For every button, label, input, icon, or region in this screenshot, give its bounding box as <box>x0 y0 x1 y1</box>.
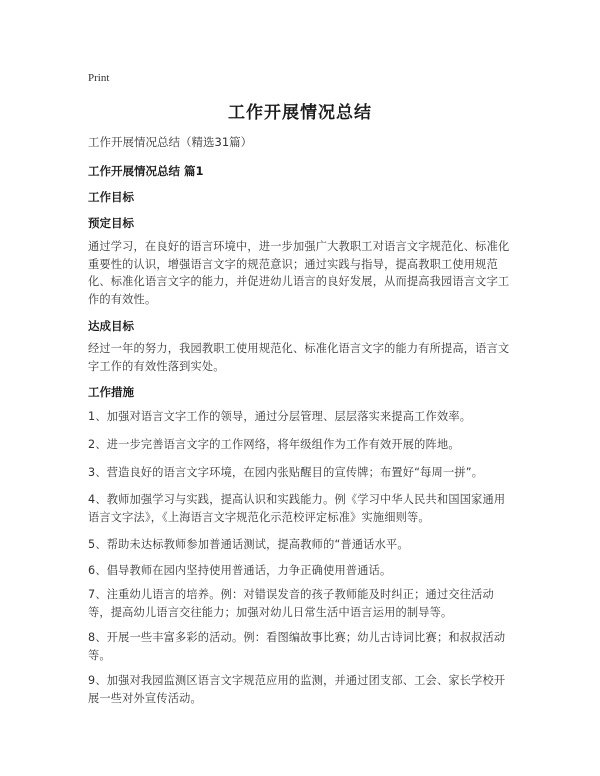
preset-goal-paragraph: 通过学习，在良好的语言环境中，进一步加强广大教职工对语言文字规范化、标准化重要性的认识，增强语言文字的规范意识；通过实践与指导，提高教职工使用规范化、标准化语言文字的能力，并促进幼儿语言的良好发展，从而提高我园语言文字工作的有效性。 <box>88 240 510 306</box>
measure-item-1: 1、加强对语言文字工作的领导，通过分层管理、层层落实来提高工作效率。 <box>88 410 472 423</box>
goal-heading: 工作目标 <box>88 190 134 204</box>
measure-item-4: 4、教师加强学习与实践，提高认识和实践能力。例《学习中华人民共和国国家通用语言文字法》，《上海语言文字规范化示范校评定标准》实施细则等。 <box>88 493 506 524</box>
measure-item-2: 2、进一步完善语言文字的工作网络，将年级组作为工作有效开展的阵地。 <box>88 438 460 451</box>
achieved-goal-heading: 达成目标 <box>88 319 134 333</box>
measure-item-3: 3、营造良好的语言文字环境，在园内张贴醒目的宣传牌；布置好“每周一拼”。 <box>88 466 484 479</box>
measure-item-7: 7、注重幼儿语言的培养。例：对错误发音的孩子教师能及时纠正；通过交往活动等，提高幼儿语言交往能力；加强对幼儿日常生活中语言运用的制导等。 <box>88 588 494 619</box>
print-link[interactable]: Print <box>88 72 110 84</box>
measures-heading: 工作措施 <box>88 385 134 399</box>
measure-item-8: 8、开展一些丰富多彩的活动。例：看图编故事比赛；幼儿古诗词比赛；和叔叔活动等。 <box>88 631 506 662</box>
measure-item-5: 5、帮助未达标教师参加普通话测试，提高教师的“普通话水平。 <box>88 538 409 551</box>
measure-item-6: 6、倡导教师在园内坚持使用普通话，力争正确使用普通话。 <box>88 564 392 577</box>
achieved-goal-paragraph: 经过一年的努力，我园教职工使用规范化、标准化语言文字的能力有所提高，语言文字工作的有效性落到实处。 <box>88 342 510 373</box>
preset-goal-heading: 预定目标 <box>88 216 134 230</box>
measure-item-9: 9、加强对我园监测区语言文字规范应用的监测，并通过团支部、工会、家长学校开展一些对外宣传活动。 <box>88 674 506 705</box>
document-subtitle: 工作开展情况总结（精选31篇） <box>88 135 253 149</box>
page-title: 工作开展情况总结 <box>228 103 372 123</box>
section-heading: 工作开展情况总结 篇1 <box>88 164 204 178</box>
